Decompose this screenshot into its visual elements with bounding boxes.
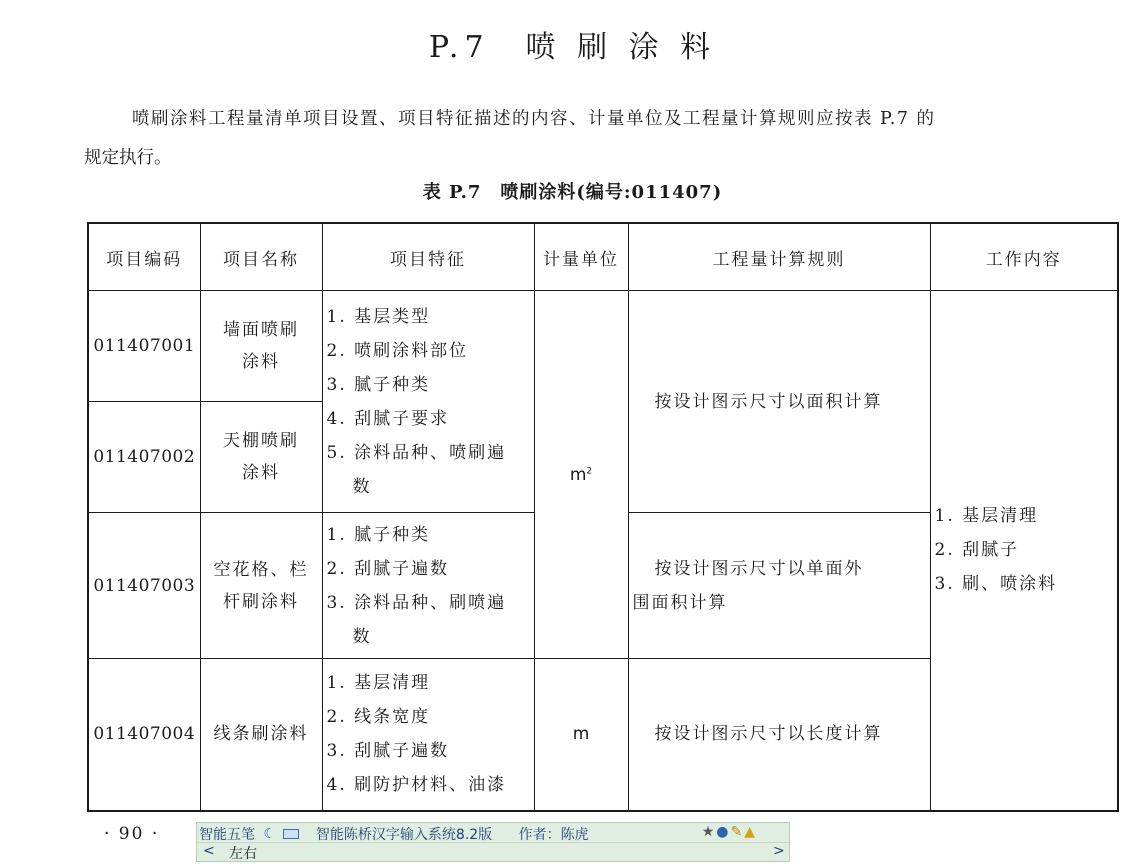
header-unit: 计量单位 [534,223,628,291]
item-name: 墙面喷刷 涂料 [200,291,322,402]
ime-candidate-row [197,842,789,861]
item-name: 线条刷涂料 [200,659,322,811]
item-rule: 按设计图示尺寸以面积计算 [628,291,930,513]
moon-icon[interactable]: ☾ [263,826,277,842]
bell-icon[interactable]: ▲ [744,824,755,840]
item-features: 1. 腻子种类 2. 刮腻子遍数 3. 涂料品种、刷喷遍 数 [322,513,534,659]
intro-line-2: 规定执行。 [84,148,172,168]
table-caption: 表 P.7 喷刷涂料(编号:011407) [422,182,723,203]
spec-table [87,222,1119,812]
candidate-prev-arrow[interactable]: < [203,843,215,859]
ime-title: 智能陈桥汉字输入系统8.2版 [315,827,493,843]
pen-icon[interactable]: ✎ [730,824,743,840]
intro-line-1: 喷刷涂料工程量清单项目设置、项目特征描述的内容、计量单位及工程量计算规则应按表 P.7 的 [132,109,936,129]
item-unit: m [534,659,628,811]
ime-status-row [199,824,787,842]
item-features: 1. 基层清理 2. 线条宽度 3. 刮腻子遍数 4. 刷防护材料、油漆 [322,659,534,811]
header-name: 项目名称 [200,223,322,291]
keyboard-icon[interactable] [283,829,299,839]
item-code: 011407004 [88,659,200,811]
item-name: 天棚喷刷 涂料 [200,402,322,513]
ime-mode-button[interactable]: 智能五笔 [199,827,255,843]
item-code: 011407003 [88,513,200,659]
star-icon[interactable]: ★ [701,824,715,840]
unit-exponent: 2 [586,465,593,476]
item-name: 空花格、栏 杆刷涂料 [200,513,322,659]
header-features: 项目特征 [322,223,534,291]
ime-tool-icons [700,824,755,840]
item-code: 011407002 [88,402,200,513]
table-row [88,291,1118,402]
page-title: P.7 喷 刷 涂 料 [428,30,717,65]
header-rule: 工程量计算规则 [628,223,930,291]
user-icon[interactable]: ● [716,824,729,840]
item-rule: 按设计图示尺寸以单面外 围面积计算 [628,513,930,659]
candidate-item[interactable]: 左右 [229,846,257,862]
header-work: 工作内容 [930,223,1118,291]
item-rule: 按设计图示尺寸以长度计算 [628,659,930,811]
ime-toolbar[interactable] [196,822,790,862]
table-header-row [88,223,1118,291]
item-unit: $m^2$ [534,291,628,659]
item-code: 011407001 [88,291,200,402]
candidate-next-arrow[interactable]: > [773,843,785,859]
work-content: 1. 基层清理 2. 刮腻子 3. 刷、喷涂料 [930,291,1118,811]
page-number: · 90 · [104,824,160,844]
ime-author: 作者：陈虎 [518,827,589,843]
item-features: 1. 基层类型 2. 喷刷涂料部位 3. 腻子种类 4. 刮腻子要求 5. 涂料品种、喷刷遍 数 [322,291,534,513]
header-code: 项目编码 [88,223,200,291]
intro-paragraph [84,100,1124,178]
